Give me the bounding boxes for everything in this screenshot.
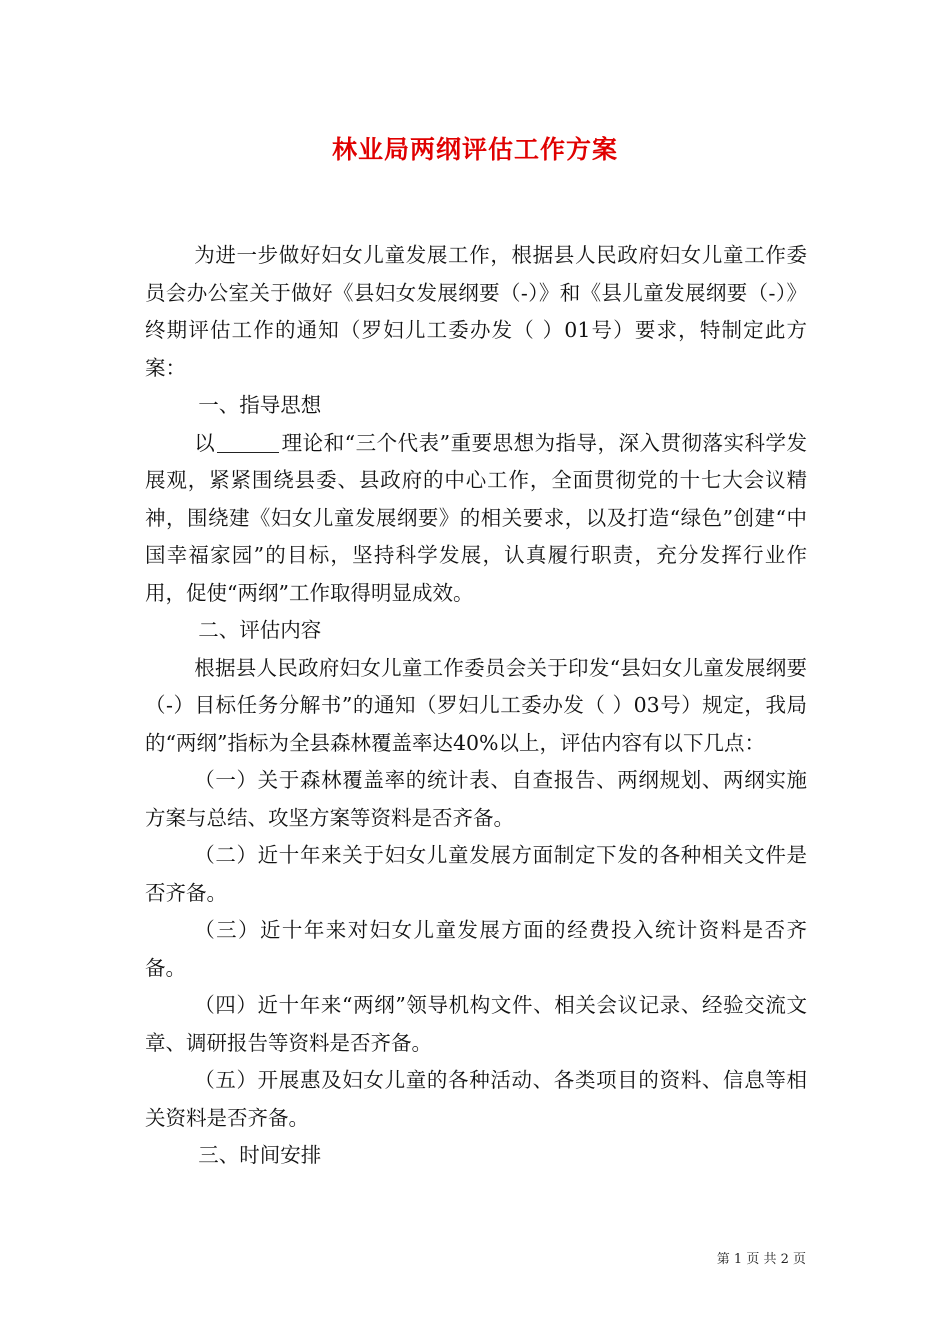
document-title: 林业局两纲评估工作方案 (331, 135, 618, 164)
section1-paragraph (145, 425, 807, 613)
list-item: （二）近十年来关于妇女儿童发展方面制定下发的各种相关文件是否齐备。 (145, 843, 807, 905)
section2-paragraph: 根据县人民政府妇女儿童工作委员会关于印发“县妇女儿童发展纲要（-）目标任务分解书”的通知（罗妇儿工委办发（ ）03号）规定，我局的“两纲”指标为全县森林覆盖率达40%以上，评估内容有以下几点： (145, 655, 807, 755)
intro-paragraph: 为进一步做好妇女儿童发展工作，根据县人民政府妇女儿童工作委员会办公室关于做好《县妇女发展纲要（-）》和《县儿童发展纲要（-）》终期评估工作的通知（罗妇儿工委办发（ ）01号）要求，特制定此方案： (145, 243, 807, 380)
section1-heading: 一、指导思想 (198, 393, 322, 417)
list-item: （五）开展惠及妇女儿童的各种活动、各类项目的资料、信息等相关资料是否齐备。 (145, 1068, 807, 1130)
document-body (145, 237, 807, 1175)
list-item: （三）近十年来对妇女儿童发展方面的经费投入统计资料是否齐备。 (145, 918, 807, 980)
section1-body: 理论和“三个代表”重要思想为指导，深入贯彻落实科学发展观，紧紧围绕县委、县政府的中心工作，全面贯彻党的十七大会议精神，围绕建《妇女儿童发展纲要》的相关要求，以及打造“绿色”创建“中国幸福家园”的目标，坚持科学发展，认真履行职责，充分发挥行业作用，促使“两纲”工作取得明显成效。 (145, 430, 807, 605)
page-number: 第 1 页 共 2 页 (716, 1252, 806, 1267)
section3-heading: 三、时间安排 (198, 1143, 322, 1167)
list-item: （四）近十年来“两纲”领导机构文件、相关会议记录、经验交流文章、调研报告等资料是否齐备。 (145, 993, 807, 1055)
blank-underline (217, 431, 279, 453)
list-item: （一）关于森林覆盖率的统计表、自查报告、两纲规划、两纲实施方案与总结、攻坚方案等资料是否齐备。 (145, 768, 807, 830)
section1-prefix: 以 (194, 430, 216, 455)
section2-heading: 二、评估内容 (198, 618, 322, 642)
